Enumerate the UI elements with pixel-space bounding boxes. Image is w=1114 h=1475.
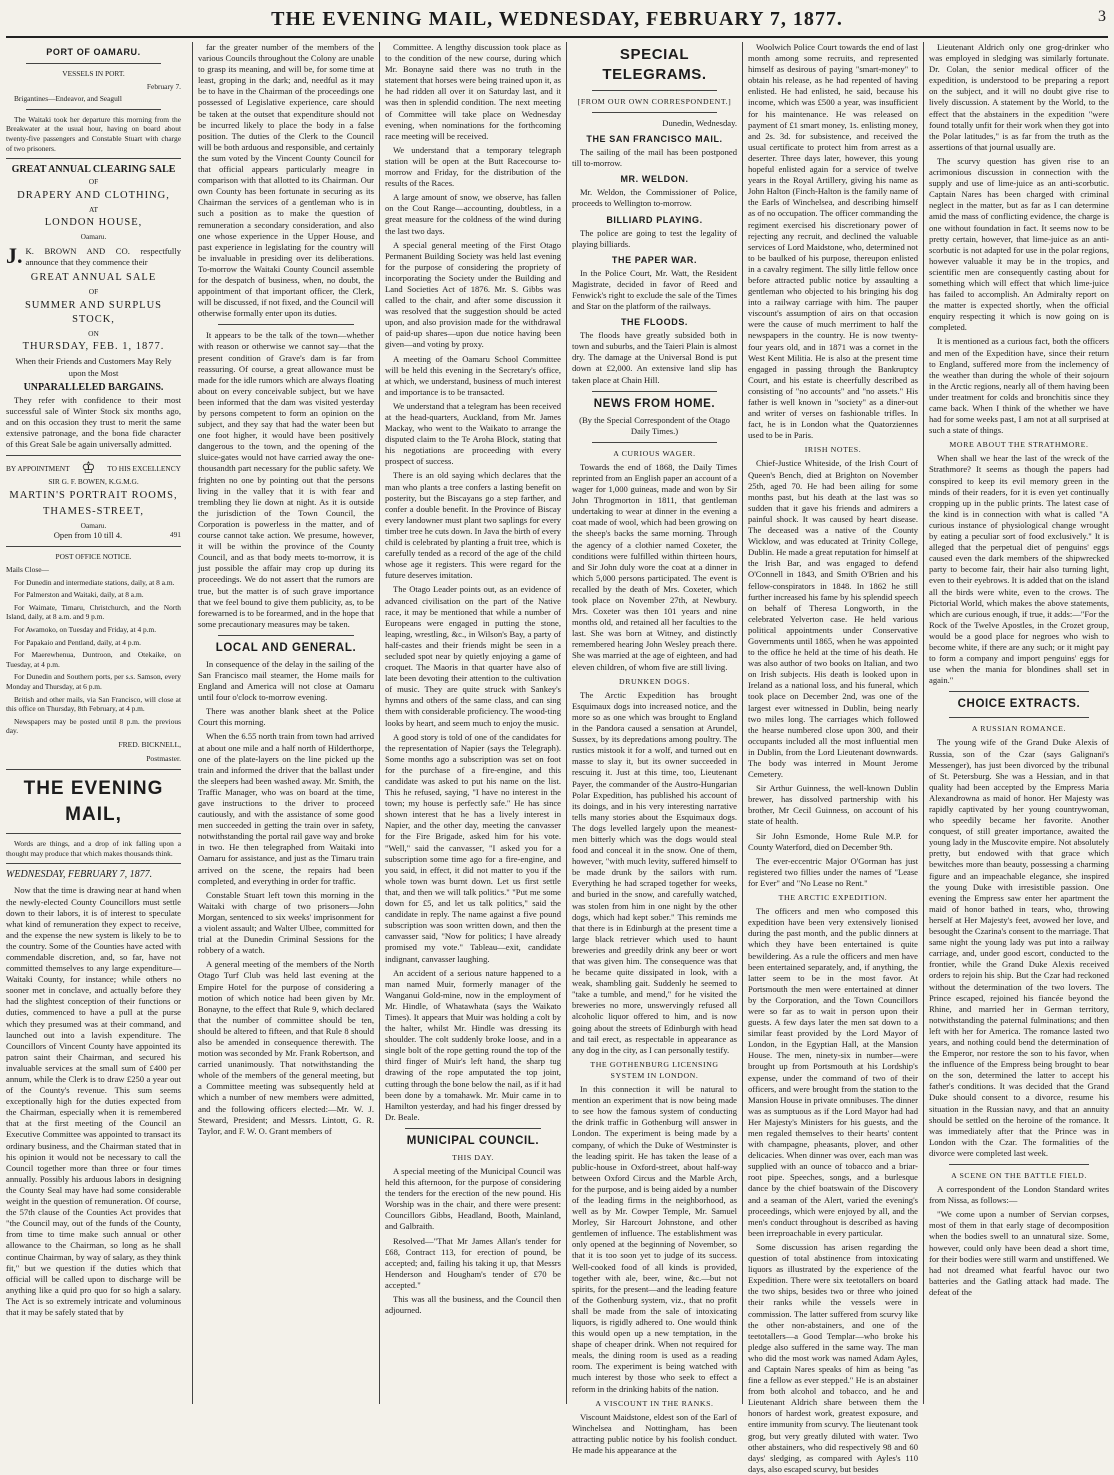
paper-war-text: In the Police Court, Mr. Watt, the Resident Magistrate, decided in favor of Reed and Fenwick's right to exclude the sale of the Times and Star on the platform of the railways.	[572, 267, 737, 312]
drop-cap: J.	[6, 243, 23, 269]
irish-heading: IRISH NOTES.	[804, 445, 862, 455]
dunedin-dateline: Dunedin, Wednesday.	[662, 118, 737, 129]
own-correspondent: [FROM OUR OWN CORRESPONDENT.]	[577, 97, 732, 106]
local-paragraph: A special general meeting of the First Otago Permanent Building Society was held last evening for the purpose of considering the propriety of incorporating the Society under the Building and Land Societies Act of 1876. Mr. S. Gibbs was called to the chair, and after some discussion it was resolved that the suggestion should be acted upon, and also provision made for the withdrawal of paid-up shares—upon due notice having been given—and voting by proxy.	[385, 239, 561, 350]
paper-war-heading: THE PAPER WAR.	[611, 254, 698, 265]
governor: SIR G. F. BOWEN, K.G.M.G.	[48, 477, 139, 487]
battle-paragraph: A correspondent of the London Standard writes from Nissa, as follows:—	[929, 1184, 1109, 1206]
divider	[218, 324, 354, 325]
masthead-rule	[6, 36, 1108, 38]
mail-line: For Dunedin and intermediate stations, daily, at 8 a.m.	[14, 577, 175, 587]
waitaki-note: The Waitaki took her departure this morning from the Breakwater at the usual hour, having on board about twenty-five passengers and Constable Stuart with charge of two prisoners.	[6, 114, 181, 153]
strathmore-heading: MORE ABOUT THE STRATHMORE.	[949, 440, 1089, 450]
news-from-home-heading: NEWS FROM HOME.	[593, 397, 716, 410]
mail-line: For Papakaio and Pentland, daily, at 4 p.m.	[14, 637, 141, 647]
divider	[6, 833, 181, 834]
vessels-list: Brigantines—Endeavor, and Seagull	[14, 94, 122, 104]
annual-sale: GREAT ANNUAL SALE	[30, 272, 157, 284]
divider	[6, 546, 181, 547]
motto: Words are things, and a drop of ink falling upon a thought may produce that which makes thousands think.	[6, 839, 181, 858]
brown-text: K. BROWN AND CO. respectfully announce that they commence their	[25, 246, 181, 268]
strathmore-paragraph: When shall we hear the last of the wreck of the Strathmore? It seems as though the papers had conspired to keep its evil memory green in the minds of their readers, for it is even yet continually cropping up in the public prints. The latest case of the kind is in connection with what is called "A curious instance of physiological change wrought by eating a peculiar sort of food exclusively." It is alleged that the perpetual diet of penguins' eggs caused even the dark members of the shipwrecked party to become fair, their hair also turning light, even to their eyebrows. It is added that on the island all the birds were white, even to the crows. The Pictorial World, which makes the above statements, which are curious enough, if true, it adds:—"For the Rock of the Twelve Apostles, in the Crozet group, would be a good place for negroes who wish to become white, if there are any such; or it might pay to form a company and import penguins' eggs for use when the mania for blondines shall set in again."	[929, 453, 1109, 686]
gothenburg-heading: THE GOTHENBURG LICENSING SYSTEM IN LONDON.	[590, 1059, 719, 1080]
ad-ref: 491	[169, 530, 181, 540]
viscount-continued: Woolwich Police Court towards the end of last month among some recruits, and represented himself as desirous of paying "smart-money" to obtain his release, as he had repented of having enlisted. He had enlisted, he said, because his income, which was £500 a year, was insufficient for his maintenance. He was released on payment of £1 smart money, 1s. enlisting money, and 2s. 3d. for subsistence, and received the usual certificate to protect him from arrest as a deserter. Three days later, however, this young hopeful enlisted again for a service of twelve years in the Royal Artillery, giving his name as John Halton (Finch-Halton is the family name of the Earls of Winchelsea, and describing himself as of no occupation. The officer commanding the regiment exercised his discretionary power of rejecting any recruit, and declined the valuable services of Lord Maidstone, who, determined not to be baulked of his purpose, thereupon enlisted in a cavalry regiment. The silly little fellow once before attracted public notice by assaulting a gentleman who objected to his bringing his dog into a railway carriage with him. The pauper viscount's assumption of airs on that occasion were the cause of much merriment to half the newspapers in the country. He is now twenty-four years old, and in 1871 was a cornet in the West Kent Militia. He is also at the present time engaged in passing through the Bankruptcy Court, and his estate is cheerfully described as consisting of "no accounts" and "no assets." His father is well known in "society" as a diner-out and writer of verses on fashionable trifles. In fact, he is in London what the Quatorziennes used to be in Paris.	[748, 42, 918, 441]
sale-of: OF	[88, 177, 99, 187]
post-office-heading: POST OFFICE NOTICE.	[55, 552, 132, 562]
romance-heading: A RUSSIAN ROMANCE.	[971, 724, 1067, 734]
irish-paragraph: Sir Arthur Guinness, the well-known Dublin brewer, has dissolved partnership with his brother, Mr Cecil Guinness, on account of his state of health.	[748, 783, 918, 827]
arctic-continued: It is mentioned as a curious fact, both the officers and men of the Expedition have, since their return to England, suffered more from the inclemency of the weather than during the whole of their sojourn in the Arctic regions, nearly all of them having been under treatment for colds and bronchitis since they came back. When I think of the whether we have had for some weeks past, I am not at all surprised at such a state of things.	[929, 336, 1109, 436]
vessels-heading: VESSELS IN PORT.	[62, 69, 125, 78]
local-heading: LOCAL AND GENERAL.	[215, 641, 357, 654]
irish-paragraph: The ever-eccentric Major O'Gorman has just registered two fillies under the names of "Lease for Ever" and "No Lease no Rent."	[748, 855, 918, 888]
sf-text: The sailing of the mail has been postponed till to-morrow.	[572, 147, 737, 169]
column-1	[6, 42, 186, 1404]
divider	[949, 1164, 1089, 1165]
local-paragraph: In consequence of the delay in the sailing of the San Francisco mail steamer, the Home mails for England and America will not close at Oamaru until four o'clock to-morrow evening.	[198, 658, 374, 703]
mail-line: British and other mails, via San Francisco, will close at this office on Thursday, 8th February, at 4 p.m.	[6, 694, 181, 714]
divider	[592, 442, 717, 443]
mail-line: For Waimate, Timaru, Christchurch, and the North Island, daily, at 8 a.m. and 9 p.m.	[6, 602, 181, 622]
irish-paragraph: Chief-Justice Whiteside, of the Irish Court of Queen's Bench, died at Brighton on November 25th, aged 70. He had been ailing for some months past, but his death at the last was so sudden that it gave his friends and admirers a painful shock. It was caused by heart disease. The deceased was a native of the County Wicklow, and was educated at Trinity College, Dublin. He made a great reputation for himself at the Irish Bar, and was engaged to defend O'Connell in 1843, and Smith O'Brien and his fellow-conspirators in 1848. In 1862 he still further increased his fame by his splendid speech on behalf of Theresa Longworth, in the celebrated Yelverton case. He held various political appointments under Conservative Governments until 1865, when he was appointed to the office he held at the time of his death. He was also author of two books on Italian, and two on Irish subjects. His death is looked upon in Ireland as a national loss, and his funeral, which took place on December 2nd, was one of the largest ever witnessed in Dublin, being nearly two miles long. The carriages which followed the hearse numbered close upon 300, and their occupants included all the most influential men in Dublin, from the Lord Lieutenant downwards. The body was interred in Mount Jerome Cemetery.	[748, 458, 918, 780]
divider	[949, 691, 1089, 692]
wager-heading: A CURIOUS WAGER.	[613, 448, 696, 458]
mail-line: For Palmerston and Waitaki, daily, at 8 a.m.	[14, 590, 144, 600]
irish-paragraph: Sir John Esmonde, Home Rule M.P. for County Waterford, died on December 9th.	[748, 830, 918, 852]
royal-crest-icon: ♔	[81, 460, 96, 478]
sale-at: AT	[88, 204, 99, 214]
romance-paragraph: The young wife of the Grand Duke Alexis of Russia, son of the Czar (says Galignani's Messenger), has just been divorced by the tribunal of St. Petersburg. She was a Hessian, and in that quality had been accepted by the Empress Maria Alexandrowna as maid of honor. Her Majesty was rapidly captivated by her young countrywoman, who speedily became her favorite. Another conquest, of still greater importance, awaited the young lady in the Muscovite empire. Not absolutely pretty, but endowed with that grace which bewitches more than beauty, possessing a charming figure and an impeachable elegance, she inspired the young Duke with irresistible passion. One evening the Empress saw enter her apartment the maid of honor bathed in tears, who, throwing herself at Her Majesty's feet, avowed her love, and besought the Czarina's consent to the marriage. That same night the young lady was put into a railway carriage, and, under good escort, conducted to the frontier, while the Grand Duke Alexis received orders to rejoin his ship. But the Czar had reckoned without the determination of the two lovers. The Prince escaped, rejoined his fiancée beyond the Rhine, and married her in German territory, notwithstanding the paternal fulminations; and then left with her for America. The romance lasted two years, and nothing could bend the determination of the Emperor, nor restore the son to his favor, when the influence of the Empress being brought to bear on the son, determined the latter to accept his father's conditions. It was decided that the Grand Duke should consent to a divorce, resume his situation in the Russian navy, and that an annuity should be settled on the heroine of the romance. It was immediately after that the Prince was in London with the Czar. The formalities of the divorce were completed last week.	[929, 737, 1109, 1158]
open-hours: Open from 10 till 4.	[53, 530, 123, 541]
divider	[6, 769, 181, 770]
annual-of: OF	[88, 287, 99, 297]
column-3	[379, 42, 566, 1404]
billiard-heading: BILLIARD PLAYING.	[606, 214, 703, 225]
local-paragraph: We understand that a temporary telegraph station will be open at the Butt Racecourse to-morrow and Friday, for the distribution of the results of the Races.	[385, 144, 561, 189]
column-4	[566, 42, 742, 1456]
divider	[26, 109, 161, 110]
sale-goods: DRAPERY AND CLOTHING,	[17, 189, 170, 201]
local-paragraph: The Otago Leader points out, as an evidence of advanced civilisation on the part of the Native race, it may be mentioned that while a number of Europeans were engaged in putting the stone, leaping, wrestling, &c., in Wilson's Bay, a party of half-castes and their friends might be seen in a secluded spot near by quietly enjoying a game of croquet. The Maoris in that quarter have also of late been devoting their attention to the cultivation of music. They are quite struck with Sankey's hymns and others of the same class, and can sing them with considerable proficiency. The wood-ting looks by heart, and seem much to enjoy the music.	[385, 584, 561, 728]
mail-line: For Maerewhenua, Duntroon, and Otekaike, on Tuesday, at 4 p.m.	[6, 650, 181, 669]
bargains: UNPARALLELED BARGAINS.	[23, 381, 164, 393]
divider	[949, 717, 1089, 718]
viscount-text: Viscount Maidstone, eldest son of the Earl of Winchelsea and Nottingham, has been attracting public notice by his foolish conduct. He made his appearance at the	[572, 1411, 737, 1456]
sale-heading: GREAT ANNUAL CLEARING SALE	[11, 164, 176, 176]
port-heading: PORT OF OAMARU.	[46, 47, 141, 57]
page-number: 3	[1098, 8, 1106, 25]
battle-paragraph: "We come upon a number of Servian corpses, most of them in that early stage of decomposition when the bodies swell to an unnatural size. Some, however, could only have been dead a short time, for their bodies were still warm and unstiffened. We had not dreamed what fearful havoc our two batteries and the Gatling attack had made. The defeat of the	[929, 1209, 1109, 1297]
divider	[592, 391, 717, 392]
appointment-left: BY APPOINTMENT	[6, 464, 70, 474]
divider	[6, 455, 181, 456]
postmaster-name: FRED. BICKNELL,	[118, 739, 181, 749]
divider	[6, 158, 181, 159]
municipal-paragraph: A special meeting of the Municipal Council was held this afternoon, for the purpose of considering the tenders for the erection of the new pound. His Worship was in the chair, and there were present: Councillors Gibbs, Headland, Booth, Mainland, and Galbraith.	[385, 1166, 561, 1232]
local-paragraph: When the 6.55 north train from town had arrived at about one mile and a half north of Hilderthorpe, one of the plate-layers on the line picked up the train and informed the driver that the ballast under the sleepers had been washed away. Mr. Smith, the Traffic Manager, who was on board at the time, gave instructions to the driver to proceed cautiously, and with the assistance of some good men succeeded in getting the train over in safety, notwithstanding the portal rail gave way and broke in two. He then telegraphed from Waitaki into Oamaru for assistance, and just as the Timaru train arrived on the scene, the repairs had been completed, and everything in order for traffic.	[198, 731, 374, 886]
gothenburg-text: In this connection it will be natural to mention an experiment that is now being made to see how the famous system of conducting the drink traffic in Gothenburg will answer in London. The experiment is being made by a company, of which the Duke of Westminster is the leading spirit. He has taken the lease of a public-house in Oxford-street, about half-way between Oxford Circus and the Marble Arch, for the purpose, and is being aided by a number of the leading firms in the neighborhood, as well as by Mr. Cowper Temple, Mr. Samuel Morley, Sir Harcourt Johnstone, and other gentlemen of influence. The establishment was only opened at the beginning of November, so that it is too soon yet to judge of its success. Well-cooked food of all kinds is provided, together with ale, beer, wine, &c.—but not spirits, for the present—and the leading feature of the Gothenburg system, viz., that no profit shall be made from the sale of intoxicating liquors, is rigidly adhered to. One would think this would open up a new temptation, in the shape of cheaper drink. When not required for meals, the dining room is used as a reading room. The experiment is being watched with much interest by those who seek to effect a reform in the drinking habits of the nation.	[572, 1084, 737, 1394]
local-paragraph: There is an old saying which declares that the man who plants a tree confers a lasting benefit on posterity, but the Biscayans go a step farther, and confer a double benefit. In the Province of Biscay every landowner must plant two saplings for every timber tree he cuts down. In Java the birth of every child is celebrated by planting a fruit tree, which is carefully tended as a record of the age of the child whose age it registers. This were regard for the future deserves imitation.	[385, 470, 561, 581]
appointment-right: TO HIS EXCELLENCY	[107, 464, 181, 474]
floods-heading: THE FLOODS.	[620, 317, 689, 328]
billiard-text: The police are going to test the legality of playing billiards.	[572, 227, 737, 249]
brown-announcement	[6, 243, 181, 269]
oamaru: Oamaru.	[80, 520, 107, 530]
editorial-paragraph: It appears to be the talk of the town—whether with reason or otherwise we cannot say—that the present condition of Grave's dam is far from reassuring. Of course, a great allowance must be made for the idle rumors which are always floating about on every conceivable subject, but we have been informed that the dam was visited yesterday by persons competent to form an opinion on the subject, and they say that had the water been but one foot higher, it would have been positively dangerous to the town, and the opening of the sluice-gates would not have carried away the one-thousandth part necessary for the public safety. We frighten no one by pointing out that the persons living in the valley that it is with fear and trembling they lie down at night. As it is outside the jurisdiction of the Town Council, the Corporation is powerless in the matter, and of course cannot take action. We presume, however, it will be within the province of the County Council, and as that body meets to-morrow, it is just possible the affair may crop up during its proceedings. We do not assert that the rumors are true, but the matter is of such grave importance that we feel bound to give them publicity, as, to be forewarned is to be forearmed, and in the hope that some precautionary measures may be taken.	[198, 330, 374, 629]
municipal-heading: MUNICIPAL COUNCIL.	[406, 1134, 540, 1147]
local-paragraph: A general meeting of the members of the North Otago Turf Club was held last evening at the Empire Hotel for the purpose of considering a motion of which notice had been given by Mr. Bonayne, to the effect that Rule 9, which declared that the number of committee should be ten, should be altered to fifteen, and that Rule 8 should also be amended in consequence therewith. The motion was seconded by Mr. Frank Robertson, and carried unanimously. That notwithstanding the whole of the members of the general meeting, but a Committee meeting was subsequently held at which a number of new members were admitted, and the following officers elected:—Mr. W. J. Steward, President; and Messrs. Lintott, G. R. Taylor, and F. W. O. Grant members of	[198, 959, 374, 1136]
news-byline: (By the Special Correspondent of the Otago Daily Times.)	[579, 414, 730, 436]
wager-text: Towards the end of 1868, the Daily Times reprinted from an English paper an account of a wager for 1,000 guineas, made and won by Sir John Throgmorton in 1811, that gentleman undertaking to wear at dinner in the evening a coat made of wool, which had been growing on the sheep's backs the same morning. Through the agency of a clothier named Coxeter, the conditions were fulfilled within thirteen hours, and Sir John duly wore the coat at a dinner in which 5,000 persons participated. The event is recalled by the death of Mrs. Coxeter, which took place on November 27th, at Newbury. Mrs. Coxeter was then 101 years and nine months old, and retained all her faculties to the last. She was born at Witney, and distinctly remembered hearing John Wesley preach there. She was married at the age of eighteen, and had eleven children, of whom five are still living.	[572, 461, 737, 672]
divider	[218, 635, 354, 636]
summer-stock: SUMMER AND SURPLUS STOCK,	[24, 299, 163, 325]
mail-line: For Awamoko, on Tuesday and Friday, at 4 p.m.	[14, 625, 157, 634]
divider	[592, 112, 717, 113]
local-paragraph: An accident of a serious nature happened to a man named Muir, formerly manager of the Wanganui Gold-mine, now in the employment of Mr. Hindle, of Whatawhata (says the Waikato Times). It appears that Muir was holding a colt by the halter, whilst Mr. Hindle was dressing its shoulder. The colt suddenly broke loose, and in a single bolt of the rope getting round the top of the third finger of Muir's left hand, the sharp tug drawing of the rope amputated the top joint, cutting through the bone below the nail, as if it had been done by a tomahawk. Mr. Muir came in to Hamilton yesterday, and had his finger dressed by Dr. Beale.	[385, 967, 561, 1122]
municipal-paragraph: Resolved—"That Mr James Allan's tender for £68, Contract 113, for erection of pound, be accepted; and, failing his taking it up, that Messrs Henderson and Hougham's tender of £70 be accepted."	[385, 1235, 561, 1290]
sale-date: THURSDAY, FEB. 1, 1877.	[22, 341, 165, 353]
floods-text: The floods have greatly subsided both in town and suburbs, and the Taieri Plain is almost dry. The damage at the Universal Bond is put down at £2,000. An extensive land slip has taken place at Chain Hill.	[572, 330, 737, 385]
editorial-paragraph: Now that the time is drawing near at hand when the newly-elected County Councillors must settle down to their labors, it is of interest to speculate what kind of remuneration they expect to receive, and the expense the new system is likely to be to the country. Some of the Counties have acted with commendable discretion, and, so far, have not committed themselves to any large expenditure—Waitaki County, for instance; while others no sooner met in conclave, and actually before they had the slightest conception of their functions or duties, commenced to have a pull at the purse which they presumed was at their command, and launched out into a lavish expenditure. The Councillors of Vincent County have appointed its patron saint their Chairman, and secured his invaluable services at the small sum of £400 per annum, while the Clerk is to draw £250 a year out of the County's revenue. This sum seems exceptionally high for the duties expected from the Chairman, especially when it is remembered that at the first meeting of the Council an Executive Committee was appointed to transact its ordinary business, and the Chairman stated that in his opinion it would not be necessary to call the Council together more than three or four times annually. Possibly his arduous labors in designing the County Seal may have had some considerable weight in the question of remuneration. Of course, the 57th clause of the Counties Act provides that "the Council may, out of the funds of the County, from time to time make such annual or other allowance to the Chairman, so long as he shall continue Chairman, by way of salary, as they think fit," but we question if the duties which that official will be called upon to discharge will be anything like a quid pro quo for so high a salary. The Act is so extremely intricate and voluminous that it may be safely stated that by	[6, 885, 181, 1317]
sale-invite: When their Friends and Customers May Rely upon the Most	[15, 356, 172, 378]
local-paragraph: There was another blank sheet at the Police Court this morning.	[198, 706, 374, 728]
viscount-heading: A VISCOUNT IN THE RANKS.	[595, 1398, 714, 1408]
divider	[6, 863, 181, 864]
arctic-heading: THE ARCTIC EXPEDITION.	[778, 893, 888, 903]
postmaster-title: Postmaster.	[146, 754, 181, 764]
masthead-title: THE EVENING MAIL, WEDNESDAY, FEBRUARY 7, 1877.	[271, 8, 843, 30]
paper-title: THE EVENING MAIL,	[23, 778, 164, 826]
local-paragraph: A large amount of snow, we observe, has fallen on the Cout Range—accounting, doubtless, in a great measure for the coldness of the wind during the last two days.	[385, 192, 561, 236]
vessels-date: February 7.	[146, 81, 181, 91]
local-paragraph: We understand that a telegram has been received at the head-quarters, Auckland, from Mr. James Mackay, who went to the Waikato to arrange the disputed claim to the Te Aroha Block, stating that his negotiations are proceeding with every prospect of success.	[385, 400, 561, 467]
dogs-text: The Arctic Expedition has brought Esquimaux dogs into increased notice, and the more so as one which was brought to England in the Pandora caused a sensation at Arundel, Sussex, by its depredations among poultry. The rustics mistook it for a wolf, and turned out en masse to slay it, but its owner succeeded in rescuing it. Just at this time, too, Lieutenant Payer, the commander of the Austro-Hungarian Polar Expedition, has published his account of its doings, and in his very interesting narrative tells many stories about the Esquimaux dogs. The dogs levelled largely upon the meanest-men bitterly which was the dogs would steal food and conceal it in the snow. One of them, however, "with much levity, suffered himself to be made drunk by the sailors with rum. Everything he had scraped together for weeks, and buried in the snow, and carefully watched, was stolen from him in one night by the other dogs, which had kept sober." This reminds me that there is in Edinburgh at the present time a large black retriever which used to haunt breweries and greedily drink any beer or wort that was given him. The consequence was that he became quite dissipated in look, with a weak, shambling gait. Suddenly he seemed to "take a tumble, and mend," for he visited the breweries no more, unswervingly refused all alcoholic liquor offered to him, and is now going about the streets of Edinburgh with head and tail erect, as respectable in appearance as any dog in the city, as I can personally testify.	[572, 689, 737, 1055]
sale-town: Oamaru.	[80, 232, 107, 242]
column-5	[742, 42, 923, 1474]
divider	[26, 63, 161, 64]
this-day: THIS DAY.	[452, 1152, 494, 1162]
arctic-continued: Lieutenant Aldrich only one grog-drinker who was employed in sledging was similarly fortunate. Dr. Colan, the senior medical officer of the expedition, is understood to be preparing a report on the subject, and it will no doubt give rise to lively discussion. A statement by the World, to the effect that the abstainers in the expedition "were found totally unfit for their work when they got into the Polar latitudes," is as far from the truth as the assertions of that journal usually are.	[929, 42, 1109, 152]
local-paragraph: Committee. A lengthy discussion took place as to the condition of the new course, during which Mr. Bonayne said there was no truth in the statement that horses were being trained upon it, as he had ridden all over it on Saturday last, and it was then in splendid condition. The next meeting of Committee will take place on Wednesday evening, when nominations for the forthcoming race meeting will be received.	[385, 42, 561, 141]
local-paragraph: Constable Stuart left town this morning in the Waitaki with charge of two prisoners—John Morgan, sentenced to six weeks' imprisonment for a violent assault; and Walter Ulbee, committed for trial at the Dunedin Criminal Sessions for the robbery of a watch.	[198, 889, 374, 956]
thames-street: THAMES-STREET,	[42, 505, 144, 517]
open-hours-row	[6, 530, 181, 541]
special-telegrams-heading: SPECIAL TELEGRAMS.	[602, 46, 707, 83]
local-paragraph: A meeting of the Oamaru School Committee will be held this evening in the Secretary's office, at which, we understand, business of much interest and importance is to be transacted.	[385, 353, 561, 397]
divider	[405, 1128, 541, 1129]
portrait-rooms: MARTIN'S PORTRAIT ROOMS,	[9, 489, 178, 501]
arctic-paragraph: Some discussion has arisen regarding the question of total abstinence from intoxicating liquors as illustrated by the experience of the Expedition. There were six teetotallers on board the two ships, besides two or three who joined their ranks while the vessels were in commission. The latter suffered from scurvy like the other non-abstainers, and one of the teetotallers—a Good Templar—who broke his pledge also suffered in the same way. The man who did the most work was named Adam Ayles, and Captain Nares speaks of him as being "as fine a fellow as ever stepped." He is an abstainer from both alcohol and tobacco, and he and Lieutenant Aldrich share between them the honors of hardest work, greatest exposure, and entire immunity from scurvy. The lieutenant took grog, but very greatly diluted with water. Two other abstainers, who did respectively 98 and 60 days' sledging, as compared with Ayles's 110 days, also escaped scurvy, but besides	[748, 1241, 918, 1474]
weldon-text: Mr. Weldon, the Commissioner of Police, proceeds to Wellington to-morrow.	[572, 187, 737, 209]
arctic-continued: The scurvy question has given rise to an acrimonious discussion in connection with the supply and use of lime-juice as an anti-scorbutic. Captain Nares has been charged with criminal neglect in the matter, but as far as I can determine amid the mass of conflicting evidence, the charge is one without foundation in fact. It seems now to be pretty certain, however, that lime-juice as an anti-scorbutic is not adapted for use in the polar regions, however valuable it may be in the tropics, and scientific men are consequently casting about for something which will effect that which lime-juice has failed to accomplish. An Admiralty report on the matter is expected shortly, when the official enquiry respecting it which is now going on is completed.	[929, 155, 1109, 333]
sale-place: LONDON HOUSE,	[44, 217, 143, 229]
mail-line: For Dunedin and Southern ports, per s.s. Samson, every Monday and Thursday, at 6 p.m.	[6, 672, 181, 691]
battle-heading: A SCENE ON THE BATTLE FIELD.	[951, 1171, 1087, 1180]
sf-heading: THE SAN FRANCISCO MAIL.	[586, 134, 723, 145]
choice-extracts-heading: CHOICE EXTRACTS.	[957, 698, 1081, 711]
editorial-dateline: WEDNESDAY, FEBRUARY 7, 1877.	[6, 869, 153, 881]
dogs-heading: DRUNKEN DOGS.	[618, 676, 691, 686]
appointment-row	[6, 461, 181, 477]
local-paragraph: A good story is told of one of the candidates for the representation of Napier (says the Telegraph). Some months ago a subscription was set on foot for the purchase of a fire-engine, and this candidate was asked to put his name on the list. This he refused, saying, "I have no interest in the town; my house is perfectly safe." He has since shown interest that he has a lively interest in Napier, and the other day, meeting the canvasser for the Fire Brigade, asked him for his vote. "Well," said the canvasser, "I asked you for a subscription some time ago for a fire-engine, and you said, in effect, it did not matter to you if the whole town was burnt down. Let us first settle that, and then we will talk politics." "Put me some down for £5, and let us talk politics," said the candidate in reply. The name against a five pound subscription was soon written down, and then the canvasser said, "Now for politics; I have already promised my vote." Tableau—exit, candidate indignant, canvasser laughing.	[385, 731, 561, 964]
column-6	[923, 42, 1109, 1404]
arctic-paragraph: The officers and men who composed this expedition have been very extensively lionised during the past month, and the public dinners at which they have been entertained is quite bewildering. As a rule the officers and men have been entertained separately, and, if anything, the latter seem to be in the most favor. At Portsmouth the men were entertained at dinner by the Corporation, and the Town Councillors were so far as to wait in person upon their guests. A few days later the men sat down to a similar feast provided by the Lord Mayor of London, in the Egyptian Hall, at the Mansion House. The men, ninety-six in number—were brought up from Portsmouth at his Lordship's expense, under the command of two of their officers, and were brought from the station to the Mansion House in private omnibuses. The dinner was as sumptuous as if the Lord Mayor had had Her Majesty's Ministers for his guests, and the men regaled themselves to their hearts' content with champagne, pheasants, plover, and other delicacies. When dinner was over, each man was supplied with an ounce of tobacco and a briar-root pipe. Speeches, songs, and a burlesque dance by the chief boatswain of the Discovery and a seaman of the Alert, varied the evening's proceedings, which were enjoyed by all, and the men's conduct throughout is described as having been irreproachable in every particular.	[748, 906, 918, 1238]
divider	[592, 90, 717, 91]
sale-confidence: They refer with confidence to their most successful sale of Winter Stock six months ago, and on this occasion they trust to merit the same extensive patronage, and the bona fide character of this Great Sale be again universally admitted.	[6, 394, 181, 450]
editorial-paragraph: far the greater number of the members of the various Councils throughout the Colony are unable to grasp its meaning, and will be, for some time at least, groping in the dark; and, needful as it may be to have in the Chairman of the proceedings one possessed of Legislative experience, care should be taken at the outset that expenditure should not be incurred likely to place the body in a false position. The duties of the Clerk to the Council will be both arduous and responsible, and certainly the sum voted by the Vincent County Council for that official appears particularly meagre in comparison with that allotted to its Chairman. Our own County has been fortunate in securing as its Chairman the services of a gentleman who is in such a position as to make the question of remuneration a secondary consideration, and also one whose experience in the Upper House, and past experience in legislating for the country will be invaluable in presiding over its deliberations. To-morrow the Waitaki County Council assemble for the despatch of business, when, no doubt, the appointment of that important officer, the Clerk, will be discussed, if not fixed, and the Council will otherwise formally enter upon its duties.	[198, 42, 374, 319]
column-2	[192, 42, 379, 1404]
municipal-paragraph: This was all the business, and the Council then adjourned.	[385, 1294, 561, 1316]
mails-close: Mails Close—	[6, 565, 49, 575]
newspapers-note: Newspapers may be posted until 8 p.m. the previous day.	[6, 716, 181, 736]
sale-on: ON	[88, 328, 99, 338]
weldon-heading: MR. WELDON.	[620, 174, 689, 185]
